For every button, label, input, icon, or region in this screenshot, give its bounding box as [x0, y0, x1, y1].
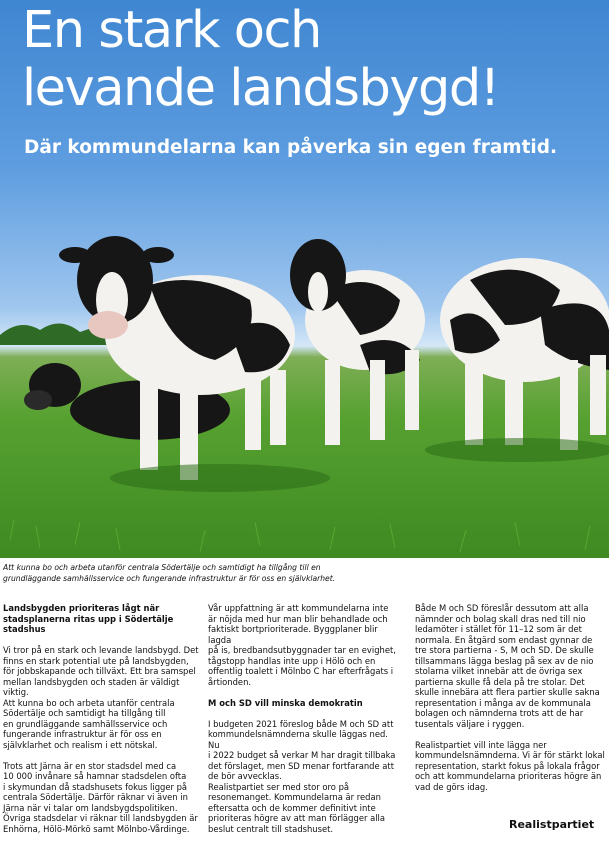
page-subtitle: Där kommundelarna kan påverka sin egen framtid. [24, 137, 558, 158]
column-2-heading: M och SD vill minska demokratin [208, 697, 363, 708]
article-column-3 [415, 603, 607, 803]
column-3-paragraph-2: Realistpartiet vill inte lägga ner kommundelsnämnderna. Vi är för stärkt lokal representation, starkt fokus på lokala frågor och att kommundelarna prioriteras högre än vad de görs idag. [415, 739, 605, 792]
title-line-2: levande landsbygd! [22, 59, 499, 118]
title-line-1: En stark och [22, 1, 321, 60]
party-signature: Realistpartiet [509, 818, 595, 831]
cow-shadow [110, 464, 330, 492]
article-column-2 [208, 603, 402, 845]
column-1-heading: Landsbygden prioriteras lågt när stadsplanerna ritas upp i Södertälje stadshus [3, 603, 174, 634]
page-title [22, 2, 499, 118]
grass-blades [10, 520, 590, 552]
cow-right [440, 258, 609, 450]
article-column-1 [3, 603, 199, 845]
column-3-paragraph-1: Både M och SD föreslår dessutom att alla nämnder och bolag skall dras ned till nio ledamöter i stället för 11–12 som är det normala. En åtgärd som endast gynnar de tre stora partierna - S, M och SD. De skulle tillsammans lägga beslag på sex av de nio stolarna vilket innebär att de övriga sex partierna skulle få dela på tre stolar. Det skulle innebära att flera partier skulle sakna representation i många av de kommunala bolagen och nämnderna trots att de har tusentals väljare i ryggen. [415, 603, 600, 729]
cow-front-left [59, 236, 295, 480]
photo-caption: Att kunna bo och arbeta utanför centrala Södertälje och samtidigt ha tillgång till en grundläggande samhällsservice och fungerande infrastruktur är för oss en självklarhet. [3, 563, 336, 583]
column-1-paragraph-2: Trots att Järna är en stor stadsdel med ca 10 000 invånare så hamnar stadsdelen ofta i skymundan då stadshusets fokus ligger på centrala Södertälje. Därför räknar vi även in Järna när vi talar om landsbygdspolitiken. Övriga stadsdelar vi räknar till landsbygden är Enhörna, Hölö-Mörkö samt Mölnbo-Vårdinge. [3, 760, 198, 834]
cow-shadow [425, 438, 609, 462]
column-1-paragraph-1: Vi tror på en stark och levande landsbygd. Det finns en stark potential ute på landsbygden, för jobbskapande och tillväxt. Ett bra samspel mellan landsbygden och staden är väldigt viktig. Att kunna bo och arbeta utanför centrala Södertälje och samtidigt ha tillgång till en grundläggande samhällsservice och fungerande infrastruktur är för oss en självklarhet och realism i ett nötskal. [3, 645, 199, 750]
column-2-paragraph-1: Vår uppfattning är att kommundelarna inte är nöjda med hur man blir behandlade och faktiskt bortprioriterade. Byggplaner blir lagda på is, bredbandsutbyggnader tar en evighet, tågstopp handlas inte upp i Hölö och en offentlig toalett i Mölnbo C har efterfrågats i årtionden. [208, 603, 396, 687]
column-2-paragraph-2: I budgeten 2021 föreslog både M och SD att kommundelsnämnderna skulle läggas ned. Nu i 2022 budget så verkar M har dragit tillbaka det förslaget, men SD menar fortfarande att de bör avvecklas. Realistpartiet ser med stor oro på resonemanget. Kommundelarna är redan eftersatta och de kommer definitivt inte prioriteras högre av att man förlägger alla beslut centralt till stadshuset. [208, 718, 396, 834]
cow-middle [290, 239, 425, 445]
